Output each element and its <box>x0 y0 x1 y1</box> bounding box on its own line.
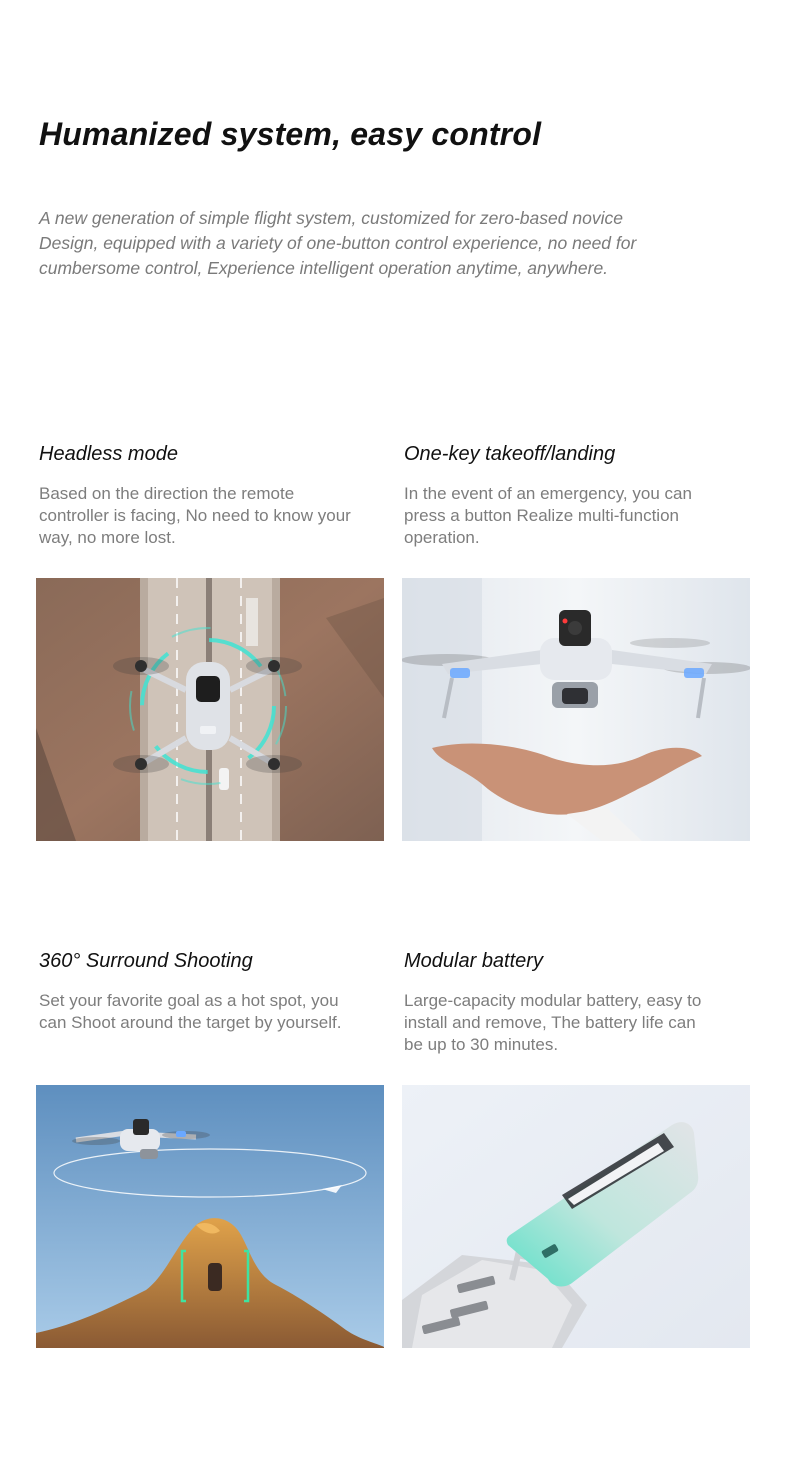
feature-one-key-takeoff <box>401 441 749 549</box>
modular-battery-image <box>402 1085 750 1348</box>
feature-title: 360° Surround Shooting <box>39 950 253 972</box>
feature-description: In the event of an emergency, you can press a button Realize multi-function operation. <box>404 484 692 547</box>
intro-text: A new generation of simple flight system, customized for zero-based novice Design, equipped with a variety of one-button control experience, no need for cumbersome control, Experience intelligent operation anytime, anywhere. <box>39 208 637 278</box>
one-key-takeoff-image <box>402 578 750 841</box>
battery-insertion-illustration <box>402 1085 750 1348</box>
drone-over-hand-illustration <box>402 578 750 841</box>
drone-over-road-illustration <box>36 578 384 841</box>
feature-description: Large-capacity modular battery, easy to install and remove, The battery life can be up to 30 minutes. <box>404 991 702 1054</box>
drone-orbit-rock-illustration <box>36 1085 384 1348</box>
feature-title: One-key takeoff/landing <box>404 443 616 465</box>
feature-title: Headless mode <box>39 443 178 465</box>
page-title: Humanized system, easy control <box>39 116 542 152</box>
feature-title: Modular battery <box>404 950 543 972</box>
feature-description: Set your favorite goal as a hot spot, you can Shoot around the target by yourself. <box>39 991 342 1032</box>
headless-mode-image <box>36 578 384 841</box>
feature-headless-mode <box>36 441 384 549</box>
feature-modular-battery <box>401 948 749 1056</box>
surround-shooting-image <box>36 1085 384 1348</box>
feature-360-surround <box>36 948 384 1034</box>
feature-description: Based on the direction the remote controller is facing, No need to know your way, no more lost. <box>39 484 351 547</box>
